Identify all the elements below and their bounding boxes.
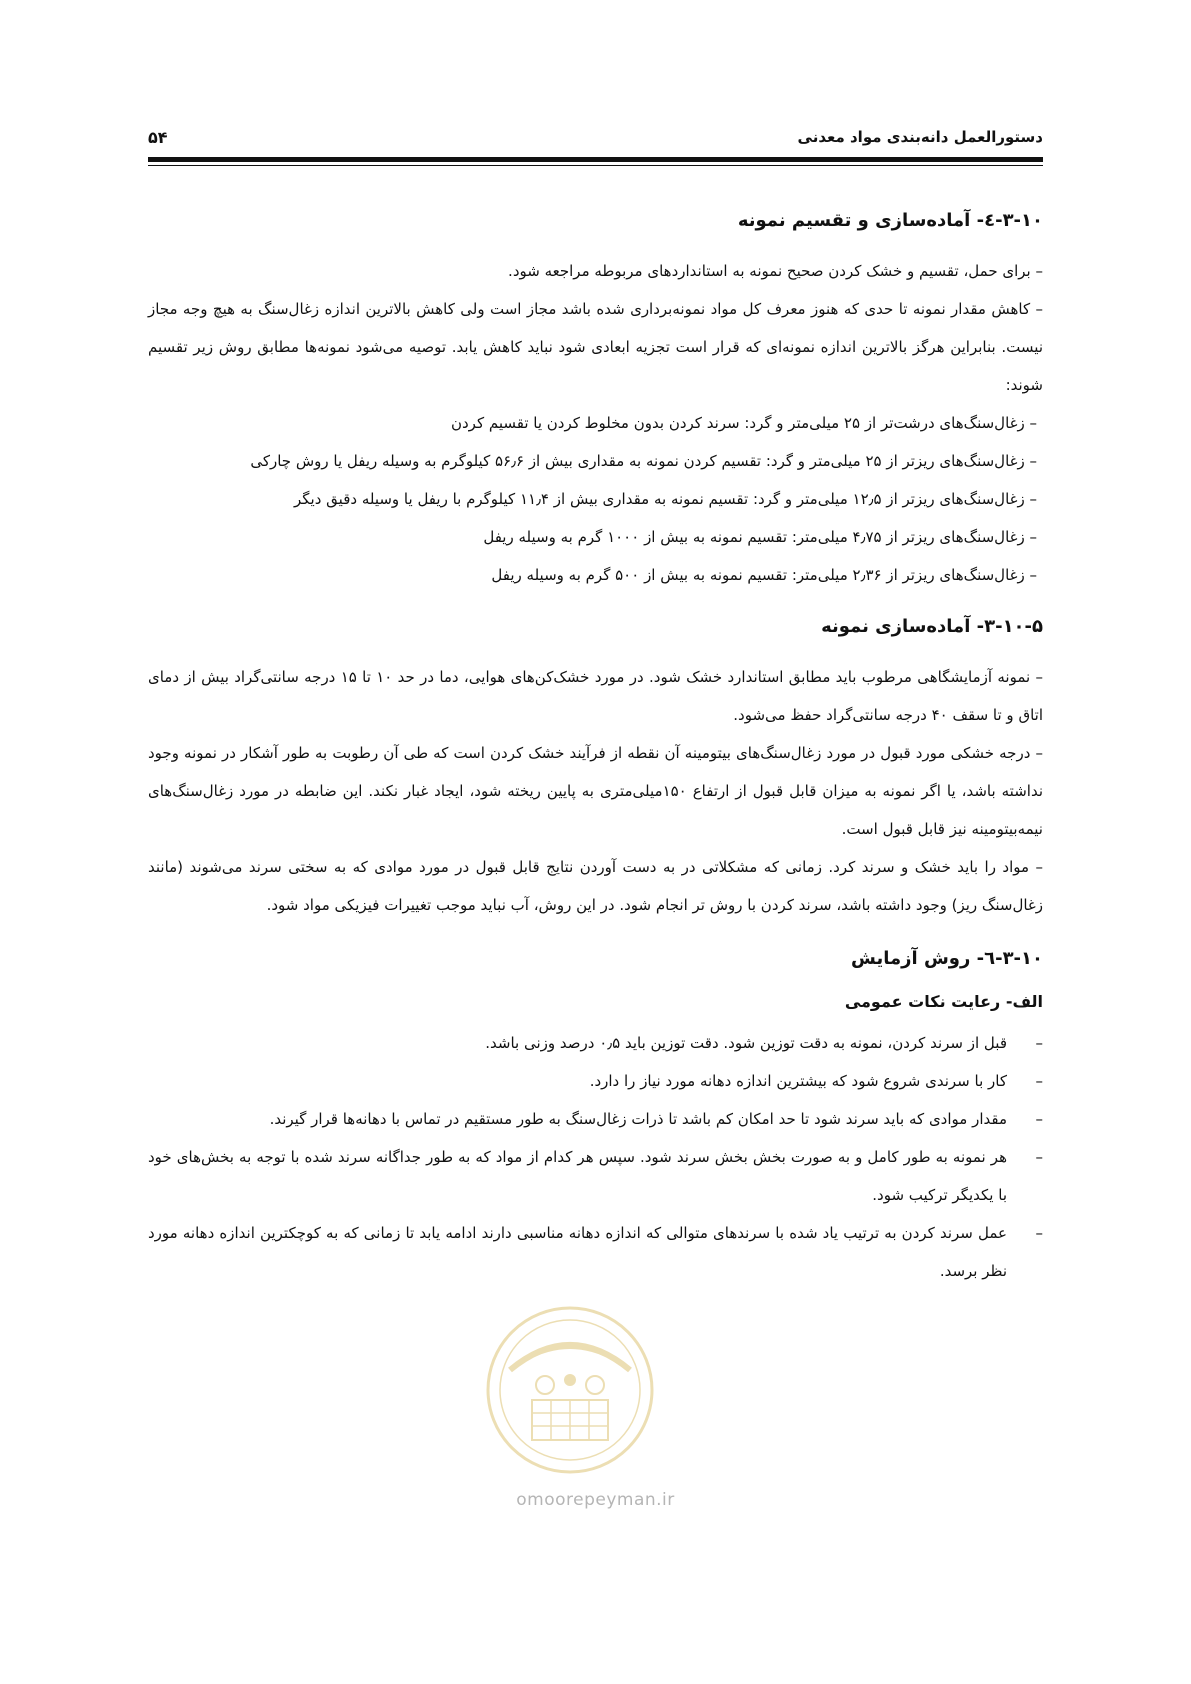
list-dash: – <box>1035 1034 1043 1052</box>
list-dash: – <box>1035 1072 1043 1090</box>
section-heading-sample-preparation-division: ۳-۱۰-٤- آماده‌سازی و تقسیم نمونه <box>737 210 1043 231</box>
list-item: – زغال‌سنگ‌های ریزتر از ۱۲٫۵ میلی‌متر و گرد: تقسیم نمونه به مقداری بیش از ۱۱٫۴ کیلوگرم با ریفل یا وسیله دقیق دیگر <box>293 490 1037 508</box>
list-item: – زغال‌سنگ‌های ریزتر از ۲۵ میلی‌متر و گرد: تقسیم کردن نمونه به مقداری بیش از ۵۶٫۶ کیلوگرم به وسیله ریفل یا روش چارکی <box>250 452 1037 470</box>
document-title: دستورالعمل دانه‌بندی مواد معدنی <box>797 128 1043 146</box>
list-item: – زغال‌سنگ‌های درشت‌تر از ۲۵ میلی‌متر و گرد: سرند کردن بدون مخلوط کردن یا تقسیم کردن <box>450 414 1037 432</box>
paragraph: – برای حمل، تقسیم و خشک کردن صحیح نمونه به استانداردهای مربوطه مراجعه شود. <box>508 262 1043 280</box>
list-item <box>148 1100 1043 1138</box>
paragraph: – درجه خشکی مورد قبول در مورد زغال‌سنگ‌های بیتومینه آن نقطه از فرآیند خشک کردن است که طی آن رطوبت به طور آشکار در نمونه وجود نداشته باشد، یا اگر نمونه به میزان قابل قبول از ارتفاع ۱۵۰میلی‌متری به پایین ریخته شود، ایجاد غبار نکند. این ضابطه در مورد زغال‌سنگ‌های نیمه‌بیتومینه نیز قابل قبول است. <box>148 744 1043 838</box>
list-item: – زغال‌سنگ‌های ریزتر از ۴٫۷۵ میلی‌متر: تقسیم نمونه به بیش از ۱۰۰۰ گرم به وسیله ریفل <box>483 528 1037 546</box>
page-number: ۵۴ <box>148 128 168 147</box>
list-item-text: کار با سرندی شروع شود که بیشترین اندازه دهانه مورد نیاز را دارد. <box>589 1072 1007 1090</box>
list-dash: – <box>1035 1224 1043 1242</box>
list-item-text: مقدار موادی که باید سرند شود تا حد امکان کم باشد تا ذرات زغال‌سنگ به طور مستقیم در تماس با دهانه‌ها قرار گیرند. <box>269 1110 1007 1128</box>
list-item <box>148 1214 1043 1290</box>
list-item-text: قبل از سرند کردن، نمونه به دقت توزین شود. دقت توزین باید ۰٫۵ درصد وزنی باشد. <box>485 1034 1007 1052</box>
list-item <box>148 1062 1043 1100</box>
section-heading-sample-preparation: ۳-۱۰-۵- آماده‌سازی نمونه <box>821 616 1043 637</box>
paragraph: – مواد را باید خشک و سرند کرد. زمانی که مشکلاتی در به دست آوردن نتایج قابل قبول در مورد موادی که به سختی سرند می‌شوند (مانند زغال‌سنگ ریز) وجود داشته باشد، سرند کردن با روش تر انجام شود. در این روش، آب نباید موجب تغییرات فیزیکی مواد شود. <box>148 858 1043 914</box>
watermark-url: omoorepeyman.ir <box>516 1490 675 1510</box>
list-item-text: عمل سرند کردن به ترتیب یاد شده با سرندهای متوالی که اندازه دهانه مناسبی دارند ادامه یابد تا زمانی که به کوچکترین اندازه دهانه مورد نظر برسد. <box>148 1224 1007 1280</box>
paragraph: – کاهش مقدار نمونه تا حدی که هنوز معرف کل مواد نمونه‌برداری شده باشد مجاز است ولی کاهش بالاترین اندازه زغال‌سنگ به هیچ وجه مجاز نیست. بنابراین هرگز بالاترین اندازه نمونه‌ای که قرار است تجزیه ابعادی شود نباید کاهش یابد. توصیه می‌شود نمونه‌ها مطابق روش زیر تقسیم شوند: <box>148 300 1043 394</box>
document-body <box>148 208 1043 1290</box>
list-dash: – <box>1035 1110 1043 1128</box>
header-rule-thin <box>148 165 1043 166</box>
list-item-text: هر نمونه به طور کامل و به صورت بخش بخش سرند شود. سپس هر کدام از مواد که به طور جداگانه سرند شده با توجه به بخش‌های خود با یکدیگر ترکیب شود. <box>148 1148 1007 1204</box>
subsection-heading-general-notes: الف- رعایت نکات عمومی <box>844 992 1043 1011</box>
section-heading-test-method: ۳-۱۰-٦- روش آزمایش <box>851 948 1043 969</box>
list-item: – زغال‌سنگ‌های ریزتر از ۲٫۳۶ میلی‌متر: تقسیم نمونه به بیش از ۵۰۰ گرم به وسیله ریفل <box>491 566 1037 584</box>
watermark-seal-logo <box>470 1300 670 1480</box>
paragraph: – نمونه آزمایشگاهی مرطوب باید مطابق استاندارد خشک شود. در مورد خشک‌کن‌های هوایی، دما در حد ۱۰ تا ۱۵ درجه سانتی‌گراد بیش از دمای اتاق و تا سقف ۴۰ درجه سانتی‌گراد حفظ می‌شود. <box>148 668 1044 724</box>
list-dash: – <box>1035 1148 1043 1166</box>
list-item <box>148 1024 1043 1062</box>
list-item <box>148 1138 1043 1214</box>
header-rule-thick <box>148 157 1043 162</box>
running-header <box>148 128 1043 152</box>
